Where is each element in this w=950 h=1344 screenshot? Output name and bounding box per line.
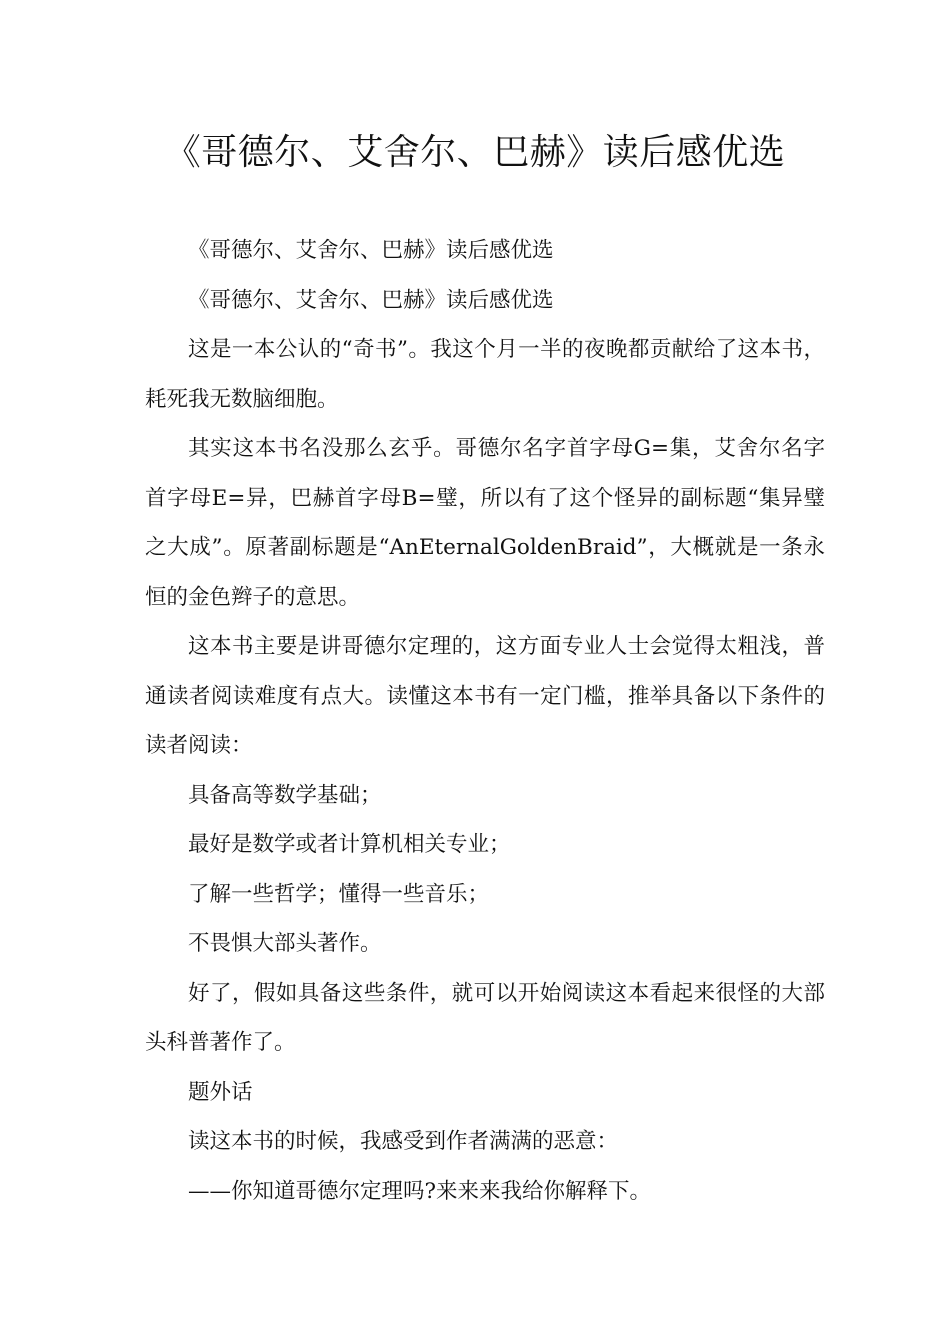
paragraph: 其实这本书名没那么玄乎。哥德尔名字首字母G=集，艾舍尔名字首字母E=异，巴赫首字母B=璧，所以有了这个怪异的副标题“集异璧之大成”。原著副标题是“AnEternalGoldenBraid”，大概就是一条永恒的金色辫子的意思。: [145, 436, 825, 610]
paragraph: 《哥德尔、艾舍尔、巴赫》读后感优选: [188, 287, 554, 313]
paragraph: ——你知道哥德尔定理吗?来来来我给你解释下。: [188, 1178, 652, 1204]
paragraph: 具备高等数学基础；: [188, 782, 382, 808]
paragraph: 不畏惧大部头著作。: [188, 931, 382, 956]
paragraph: 好了，假如具备这些条件，就可以开始阅读这本看起来很怪的大部头科普著作了。: [145, 980, 825, 1055]
paragraph: 最好是数学或者计算机相关专业；: [188, 832, 511, 857]
paragraph: 《哥德尔、艾舍尔、巴赫》读后感优选: [188, 238, 554, 263]
paragraph: 了解一些哲学；懂得一些音乐；: [188, 881, 490, 907]
document-body: [145, 226, 825, 1216]
paragraph: 读这本书的时候，我感受到作者满满的恶意：: [188, 1129, 619, 1154]
paragraph: 题外话: [188, 1079, 253, 1105]
document-title: 《哥德尔、艾舍尔、巴赫》读后感优选: [164, 132, 786, 173]
paragraph: 这是一本公认的“奇书”。我这个月一半的夜晚都贡献给了这本书，耗死我无数脑细胞。: [145, 337, 825, 412]
paragraph: 这本书主要是讲哥德尔定理的，这方面专业人士会觉得太粗浅，普通读者阅读难度有点大。读懂这本书有一定门槛，推举具备以下条件的读者阅读：: [145, 634, 825, 758]
